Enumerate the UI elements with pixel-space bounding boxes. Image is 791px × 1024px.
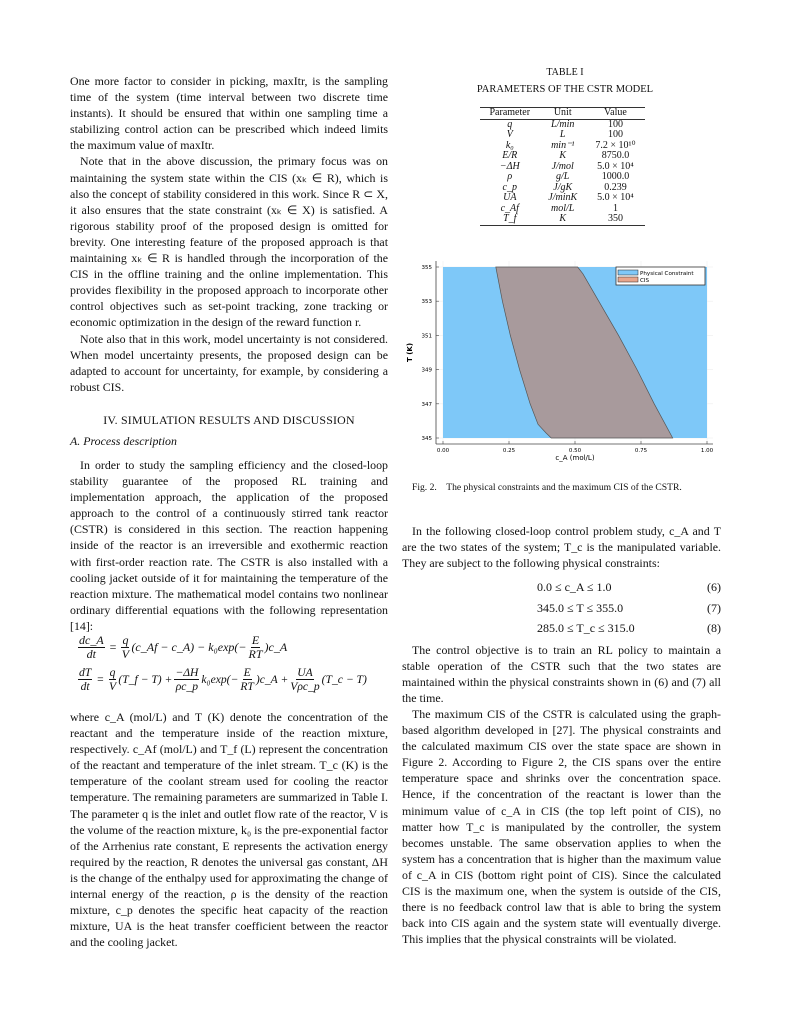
constraint-expression: 0.0 ≤ c_A ≤ 1.0 (537, 580, 612, 594)
cell-parameter: ρ (507, 171, 513, 182)
x-tick-label: 0.50 (568, 448, 582, 454)
cell-parameter: k₀ (505, 139, 514, 151)
cell-unit: J/mol (551, 160, 574, 172)
eq1-t2: (c_Af − c_A) − k₀exp(− (131, 640, 247, 654)
table-row (480, 151, 645, 162)
x-axis-label: c_A (mol/L) (555, 454, 595, 462)
eq1-lhs-num: dc_A (79, 633, 104, 647)
table-row (480, 130, 645, 141)
cis-chart (400, 255, 730, 470)
eq2-lhs-den: dt (80, 680, 90, 693)
y-axis-label: T (K) (406, 342, 414, 363)
cell-unit: L (559, 129, 566, 140)
paragraph-states: In the following closed-loop control problem study, c_A and T are the two states of the system; T_c is the manipulated variable. They are subject to the following physical constraints: (402, 524, 721, 571)
subsection-heading: A. Process description (70, 434, 177, 448)
y-tick-label: 351 (421, 333, 432, 340)
paragraph-variable-definitions: where c_A (mol/L) and T (K) denote the concentration of the reactant and the temperature inside of the reaction mixture, respectively. c_Af (mol/L) and T_f (L) represent the concentration of the reactant and temperature of the inlet stream. T_c (K) is the temperature of the coolant stream used for cooling the reactor temperature. The remaining parameters are summarized in Table I. The parameter q is the inlet and outlet flow rate of the reactor, V is the volume of the reaction mixture, k₀ is the pre-exponential factor of the Arrhenius rate constant, E represents the activation energy required by the reaction, R denotes the universal gas constant, ΔH is the change of the enthalpy used for approximating the change of internal energy of the reaction, ρ is the density of the reaction mixture, c_p denotes the specific heat capacity of the reaction mixture, UA is the heat transfer coefficient between the reactor and the cooling jacket. (70, 710, 388, 950)
y-tick-label: 345 (421, 436, 432, 442)
cell-parameter: UA (503, 192, 517, 203)
eq2-t7-num: UA (297, 666, 313, 679)
cell-parameter: T_f (480, 214, 540, 225)
left-column-top (70, 73, 388, 395)
eq2-t8: (T_c − T) (321, 673, 367, 686)
constraint-expression: 345.0 ≤ T ≤ 355.0 (537, 600, 624, 615)
legend-swatch (618, 277, 638, 282)
cell-parameter: V (506, 129, 513, 140)
x-tick-label: 1.00 (700, 448, 714, 454)
y-tick-label: 353 (421, 299, 432, 306)
constraint-expression: 285.0 ≤ T_c ≤ 315.0 (537, 621, 635, 635)
paragraph-maxitr: One more factor to consider in picking, maxItr, is the sampling time of the system (time interval between two discrete time instants). It should be ensured that within one sampling time a stabilizing control action can be prescribed which indeed limits the maximum value of maxItr. (70, 74, 388, 153)
table-header-value: Value (586, 108, 645, 120)
cell-value: 8750.0 (601, 150, 630, 161)
cell-parameter: q (507, 118, 513, 130)
paragraph-control-objective: The control objective is to train an RL policy to maintain a stable operation of the CSTR such that the two states are maintained within the physical constraints shown in (6) and (7) all the time. (402, 643, 721, 706)
eq2-t6: )c_A + (255, 673, 289, 686)
x-tick-label: 0.75 (634, 448, 648, 454)
equation-number: (7) (707, 600, 721, 615)
eq2-t4: k₀exp(− (201, 673, 239, 686)
eq1-t4: )c_A (264, 640, 288, 654)
table-header-unit: Unit (540, 108, 586, 120)
eq2-t3-den: ρc_p (175, 680, 199, 693)
equation-number: (6) (707, 580, 721, 594)
figure-caption: Fig. 2. The physical constraints and the maximum CIS of the CSTR. (412, 482, 682, 493)
cell-value: 5.0 × 10⁴ (597, 192, 634, 203)
eq1-lhs-den: dt (86, 647, 96, 661)
cell-parameter: c_Af (500, 202, 519, 214)
cell-value: 100 (607, 129, 623, 140)
table-row (480, 193, 645, 204)
equation-dt-dt: $\frac{dT}{dt}$ = $\frac{q}{V}$ (T_f − T) + $\frac{-\Delta H}{\rho c\_p}$ k₀exp(− $\frac{E}{RT}$ )c_A + $\frac{UA}{\text{Vρc\_p}}$ (T_c − T) (79, 666, 367, 693)
eq2-t5-den: RT (240, 680, 254, 693)
y-tick-label: 355 (421, 265, 432, 271)
table-header-parameter: Parameter (480, 108, 540, 120)
equation-number: (8) (707, 621, 721, 635)
eq2-t7-den: Vρc_p (290, 680, 320, 693)
parameters-table (480, 107, 645, 226)
eq1-t1-num: q (122, 633, 129, 647)
x-tick-label: 0.25 (502, 448, 516, 454)
cell-value: 5.0 × 10⁴ (597, 160, 634, 172)
eq1-t3-den: RT (248, 647, 263, 661)
table-row (480, 214, 645, 225)
cell-value: 100 (607, 118, 623, 130)
cell-parameter: c_p (502, 181, 517, 193)
cell-unit: L/min (551, 118, 575, 130)
section-heading: IV. SIMULATION RESULTS AND DISCUSSION (103, 413, 355, 427)
cell-unit: g/L (556, 171, 570, 182)
eq1-t1-den: V (121, 647, 130, 661)
x-tick-label: 0.00 (436, 448, 450, 454)
eq2-lhs-num: dT (79, 666, 92, 679)
cell-parameter: −ΔH (499, 160, 520, 172)
y-tick-label: 347 (421, 401, 432, 408)
equation-dca-dt: $\frac{dc\_A}{dt}$ = $\frac{q}{V}$ (c_Af − c_A) − k₀exp(− $\frac{E}{RT}$ )c_A (79, 633, 288, 661)
cell-value: 1000.0 (601, 171, 630, 182)
paragraph-maximum-cis: The maximum CIS of the CSTR is calculated using the graph-based algorithm developed in [27]. The physical constraints and the calculated maximum CIS over the state space are shown in Figure 2. According to Figure 2, the CIS spans over the entire temperature space and shrinks over the concentration space. Hence, if the concentration of the reactant is lower than the minimum value of c_A in CIS (the top left point of CIS), no matter how T_c is manipulated by the controller, the system becomes unstable. The same observation applies to when the system has a concentration that is higher than the maximum value of c_A in CIS (bottom right point of CIS). Since the calculated CIS is the maximum one, when the system is outside of the CIS, there is no feedback control law that is able to bring the system back into CIS again and the system state will eventually diverge. This implies that the physical constraints will be violated. (402, 707, 721, 947)
cell-value: 1 (612, 202, 618, 214)
cell-unit: K (559, 150, 567, 161)
cell-unit: J/gK (553, 181, 573, 193)
table-row (480, 172, 645, 183)
paragraph-process-description: In order to study the sampling efficiency and the closed-loop stability guarantee of the proposed RL training and implementation approach, the application of the proposed approach to the control of a continuously stirred tank reactor (CSTR) is considered in this section. The reaction happening inside of the reactor is an irreversible and exothermic reaction with first-order reaction rate. The CSTR is also installed with a cooling jacket outside of it for maintaining the temperature of the reaction mixture. The mathematical model contains two nonlinear ordinary differential equations with the following representation [14]: (70, 458, 388, 633)
eq2-t1-num: q (109, 666, 116, 679)
legend-swatch (618, 270, 638, 275)
cell-value: 7.2 × 10¹⁰ (595, 139, 636, 151)
legend-label: CIS (640, 278, 650, 284)
cell-parameter: E/R (502, 150, 518, 161)
cell-unit: min⁻¹ (551, 139, 575, 151)
paragraph-cis-stability: Note that in the above discussion, the primary focus was on maintaining the system state within the CIS (xₖ ∈ R), which is also the concept of stability considered in this work. Since R ⊂ X, it also ensures that the state constraint (xₖ ∈ X) is satisfied. A rigorous stability proof of the proposed design is omitted for brevity. One interesting feature of the proposed approach is that maintaining xₖ ∈ R is handled through the incorporation of the CIS in the offline training and the online implementation. This provides flexibility in the proposed approach to incorporate other control objectives such as set-point tracking, zone tracking or economic optimization in the design of the reward function r. (70, 154, 388, 330)
y-tick-label: 349 (421, 367, 432, 374)
table-title: PARAMETERS OF THE CSTR MODEL (476, 84, 654, 95)
eq2-t2: (T_f − T) + (118, 673, 173, 686)
legend-label: Physical Constraint (640, 271, 694, 277)
eq2-t1-den: V (108, 680, 117, 693)
table-label: TABLE I (546, 67, 584, 78)
eq1-t3-num: E (251, 633, 260, 647)
cell-unit: K (540, 214, 586, 225)
cell-unit: mol/L (551, 202, 575, 214)
eq2-t3-num: −ΔH (175, 666, 199, 679)
paragraph-model-uncertainty: Note also that in this work, model uncertainty is not considered. When model uncertainty presents, the proposed design can be adapted to account for uncertainty, for example, by considering a robust CIS. (70, 331, 388, 394)
cell-value: 0.239 (604, 181, 627, 193)
eq2-t5-num: E (243, 666, 251, 679)
cell-value: 350 (586, 214, 645, 225)
cell-unit: J/minK (548, 192, 578, 203)
